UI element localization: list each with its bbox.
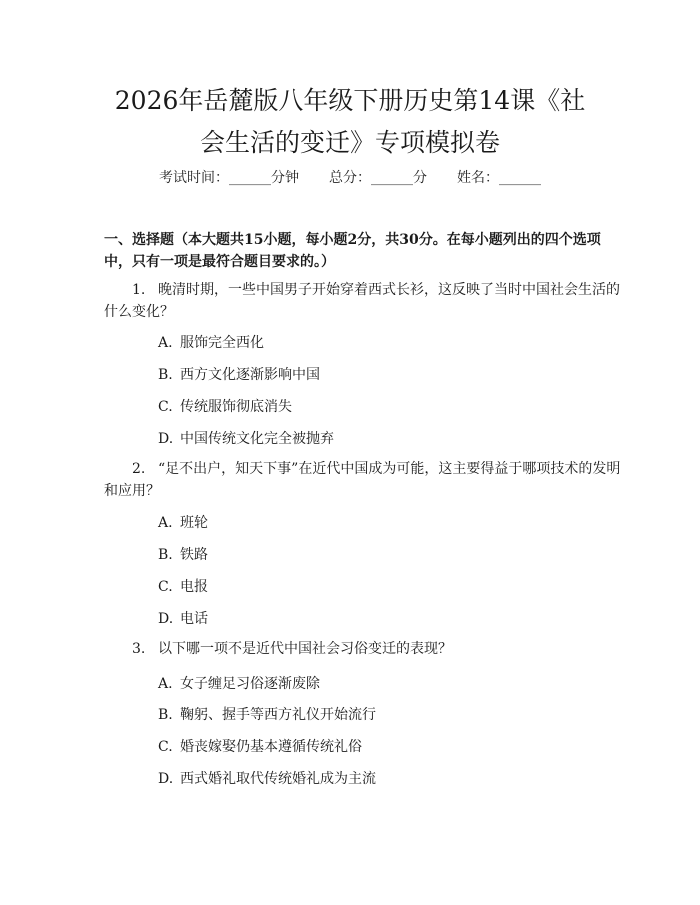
option-text: 电报 xyxy=(180,579,208,595)
option-text: 中国传统文化完全被抛弃 xyxy=(180,431,334,447)
question-number: 3. xyxy=(132,641,146,657)
total-score-field: 总分：______分 xyxy=(329,170,427,186)
option-letter: C. xyxy=(158,579,173,595)
option-letter: D. xyxy=(158,771,174,787)
question-3-option-c xyxy=(158,737,608,757)
option-letter: D. xyxy=(158,431,174,447)
question-3-option-b xyxy=(158,705,608,725)
option-letter: A. xyxy=(158,335,173,351)
option-text: 传统服饰彻底消失 xyxy=(180,399,292,415)
option-letter: B. xyxy=(158,547,173,563)
option-text: 服饰完全西化 xyxy=(180,335,264,351)
question-1-stem xyxy=(104,279,624,323)
question-number: 2. xyxy=(132,461,146,477)
option-letter: A. xyxy=(158,515,173,531)
question-number: 1. xyxy=(132,282,146,298)
option-text: 西式婚礼取代传统婚礼成为主流 xyxy=(180,771,376,787)
option-letter: B. xyxy=(158,707,173,723)
option-text: 女子缠足习俗逐渐废除 xyxy=(180,676,320,692)
question-2-option-b xyxy=(158,545,608,565)
question-1-option-d xyxy=(158,429,608,449)
question-1-option-b xyxy=(158,365,608,385)
question-3-stem xyxy=(104,638,624,660)
question-text: 晚清时期，一些中国男子开始穿着西式长衫，这反映了当时中国社会生活的什么变化？ xyxy=(104,282,620,320)
title-line-1: 2026年岳麓版八年级下册历史第14课《社 xyxy=(114,86,586,115)
question-text: “足不出户，知天下事”在近代中国成为可能，这主要得益于哪项技术的发明和应用？ xyxy=(104,461,621,499)
question-2-option-d xyxy=(158,609,608,629)
question-2-option-a xyxy=(158,513,608,533)
question-3-option-a xyxy=(158,674,608,694)
option-letter: A. xyxy=(158,676,173,692)
question-2-stem xyxy=(104,458,624,502)
option-letter: C. xyxy=(158,399,173,415)
option-text: 婚丧嫁娶仍基本遵循传统礼俗 xyxy=(180,739,362,755)
page-title xyxy=(60,80,640,164)
option-text: 鞠躬、握手等西方礼仪开始流行 xyxy=(180,707,376,723)
option-text: 班轮 xyxy=(180,515,208,531)
question-1-option-a xyxy=(158,333,608,353)
question-3-option-d xyxy=(158,769,608,789)
title-line-2: 会生活的变迁》专项模拟卷 xyxy=(199,128,500,157)
section-heading: 一、选择题（本大题共15小题，每小题2分，共30分。在每小题列出的四个选项中，只有一项是最符合题目要求的。） xyxy=(104,232,601,270)
question-1-option-c xyxy=(158,397,608,417)
exam-info-row xyxy=(0,168,700,188)
option-text: 西方文化逐渐影响中国 xyxy=(180,367,320,383)
option-text: 铁路 xyxy=(180,547,208,563)
question-text: 以下哪一项不是近代中国社会习俗变迁的表现？ xyxy=(158,641,452,657)
option-text: 电话 xyxy=(180,611,208,627)
question-2-option-c xyxy=(158,577,608,597)
option-letter: D. xyxy=(158,611,174,627)
student-name-field: 姓名：______ xyxy=(457,170,541,186)
option-letter: C. xyxy=(158,739,173,755)
option-letter: B. xyxy=(158,367,173,383)
exam-time-field: 考试时间：______分钟 xyxy=(159,170,299,186)
